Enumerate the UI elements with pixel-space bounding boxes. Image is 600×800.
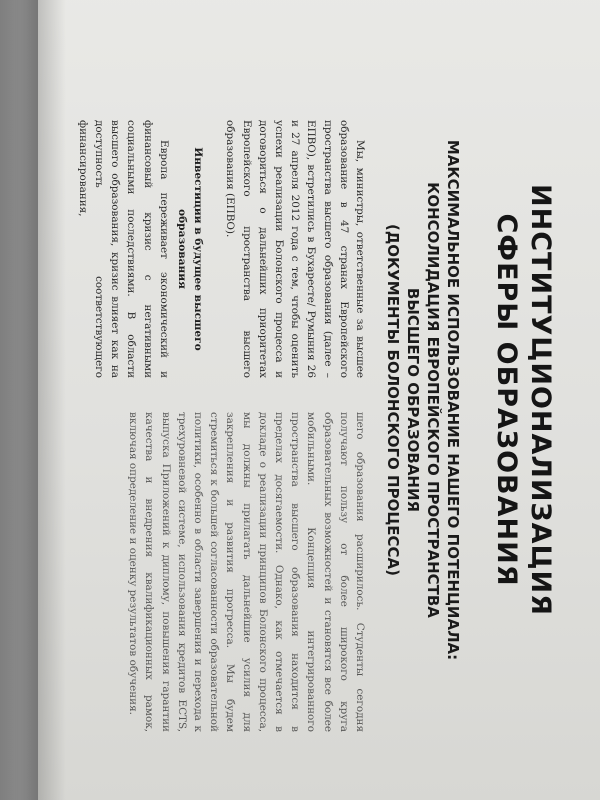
subtitle-line-1: МАКСИМАЛЬНОЕ ИСПОЛЬЗОВАНИЕ НАШЕГО ПОТЕНЦИАЛА: bbox=[444, 139, 462, 661]
continued-paragraph: шего образования расширилось. Студенты сегодня получают пользу от более широкого круга образовательных возможностей и становятся все более мобильными. Концепция интегрированного пространства высшего образования находится в пределах досягаемости. Однако, как отмечается в докладе о реализации принципов Болонского процесса, мы должны прилагать дальнейшие усилия для закрепления и развития прогресса. Мы будем стремиться к большей согласованности образовательной политики, особенно в области завершения и перехода к трехуровневой системе, использования кредитов ECTS, выпуска Приложений к диплому, повышения гарантии качества и внедрения квалификационных рамок, включая определение и оценку результатов обучения. bbox=[127, 412, 366, 732]
left-text-column bbox=[75, 120, 368, 378]
intro-paragraph: Мы, министры, ответственные за высшее образование в 47 странах Европейского пространства высшего образования (далее – ЕПВО), встретились в Бухаресте/ Румыния 26 и 27 апреля 2012 года с тем, чтобы оценить успехи реализации Болонского процесса и договориться о дальнейших приоритетах Европейского пространства высшего образования (ЕПВО). bbox=[224, 120, 366, 378]
page-title-line-1: ИНСТИТУЦИОНАЛИЗАЦИЯ bbox=[525, 184, 556, 616]
section-heading: Инвестиции в будущее высшего образования bbox=[175, 147, 205, 351]
subtitle-line-3: ВЫСШЕГО ОБРАЗОВАНИЯ bbox=[404, 287, 422, 513]
right-text-column bbox=[125, 412, 368, 732]
page-title-line-2: СФЕРЫ ОБРАЗОВАНИЯ bbox=[491, 213, 522, 587]
investment-paragraph: Европа переживает экономический и финансовый кризис с негативными социальными последствиями. В области высшего образования, кризис влияет как на доступность соответствующего финансирования, bbox=[76, 120, 170, 378]
subtitle-line-4: (ДОКУМЕНТЫ БОЛОНСКОГО ПРОЦЕССА) bbox=[384, 224, 402, 576]
subtitle-line-2: КОНСОЛИДАЦИЯ ЕВРОПЕЙСКОГО ПРОСТРАНСТВА bbox=[424, 182, 442, 618]
